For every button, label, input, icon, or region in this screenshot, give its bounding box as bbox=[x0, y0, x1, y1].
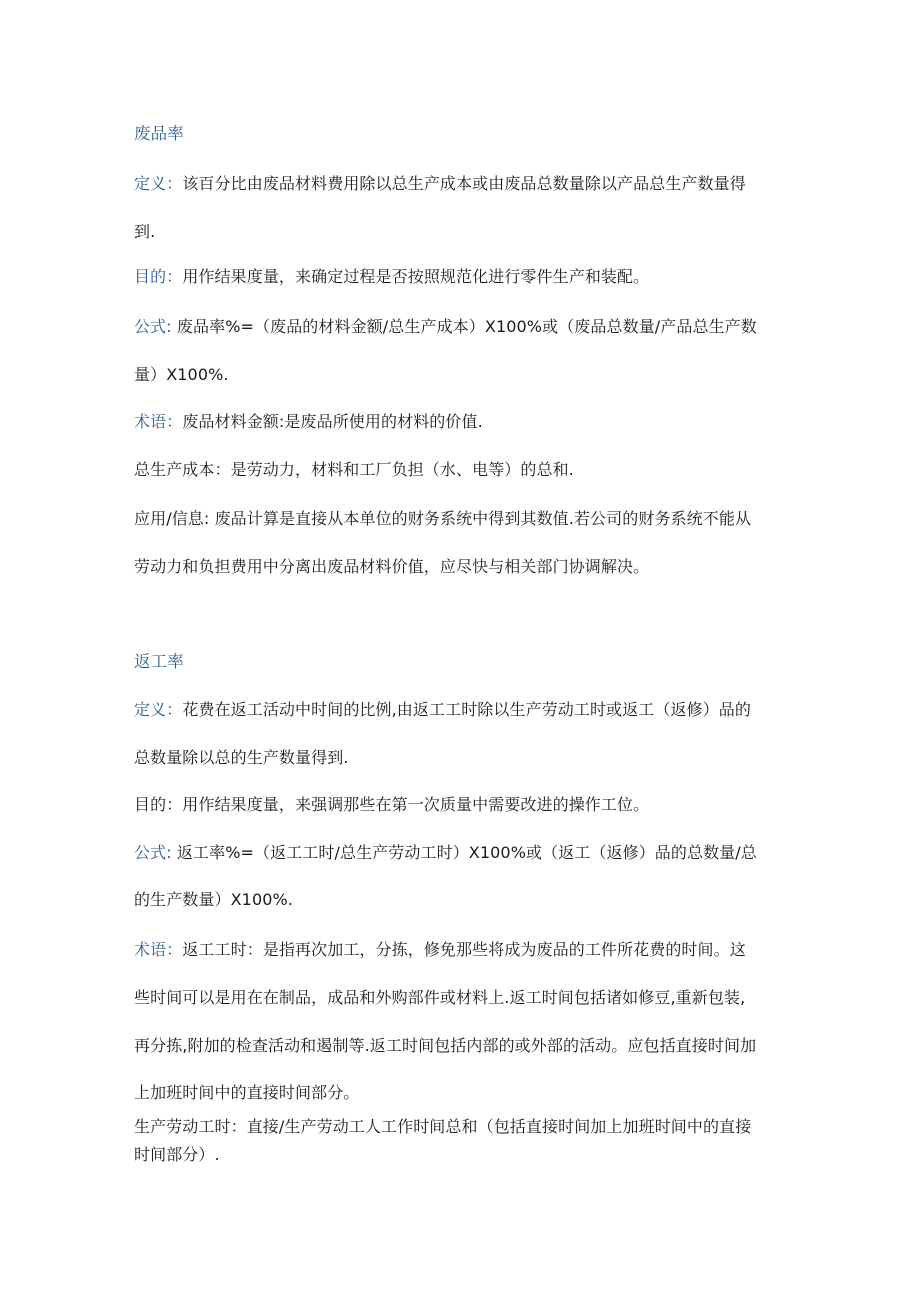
section1-terms-label: 术语： bbox=[134, 412, 183, 431]
section1-purpose-line bbox=[134, 267, 649, 287]
section2-definition-line2: 总数量除以总的生产数量得到. bbox=[134, 748, 349, 767]
section2-formula-label: 公式: bbox=[134, 843, 172, 862]
section2-heading: 返工率 bbox=[134, 652, 184, 671]
section2-labor-line2: 时间部分）. bbox=[134, 1145, 220, 1164]
section1-terms-line1 bbox=[134, 412, 483, 432]
section2-formula-line2: 的生产数量）X100%. bbox=[134, 890, 293, 909]
section2-purpose-line: 目的：用作结果度量，来强调那些在第一次质量中需要改进的操作工位。 bbox=[134, 795, 650, 814]
section2-definition-label: 定义： bbox=[134, 700, 183, 719]
section1-formula-text: 废品率%=（废品的材料金额/总生产成本）X100%或（废品总数量/产品总生产数 bbox=[171, 317, 757, 336]
section1-formula-line1 bbox=[134, 317, 757, 337]
section2-terms-line4: 上加班时间中的直接时间部分。 bbox=[134, 1083, 360, 1102]
section2-terms-line2: 些时间可以是用在在制品，成品和外购部件或材料上.返工时间包括诸如修豆,重新包装, bbox=[134, 988, 746, 1007]
section1-definition-line1 bbox=[134, 174, 746, 194]
section2-terms-line1 bbox=[134, 940, 746, 960]
section1-terms-text: 废品材料金额:是废品所使用的材料的价值. bbox=[182, 412, 483, 431]
section2-terms-text: 返工工时：是指再次加工，分拣，修免那些将成为废品的工件所花费的时间。这 bbox=[182, 940, 746, 959]
section1-purpose-text: 用作结果度量，来确定过程是否按照规范化进行零件生产和装配。 bbox=[182, 267, 650, 286]
section2-formula-text: 返工率%=（返工工时/总生产劳动工时）X100%或（返工（返修）品的总数量/总 bbox=[171, 843, 757, 862]
section1-definition-text: 该百分比由废品材料费用除以总生产成本或由废品总数量除以产品总生产数量得 bbox=[182, 174, 746, 193]
section1-definition-line2: 到. bbox=[134, 222, 156, 241]
section2-definition-text: 花费在返工活动中时间的比例,由返工工时除以生产劳动工时或返工（返修）品的 bbox=[182, 700, 751, 719]
section2-labor-line1: 生产劳动工时：直接/生产劳动工人工作时间总和（包括直接时间加上加班时间中的直接 bbox=[134, 1117, 752, 1136]
section2-terms-line3: 再分拣,附加的检查活动和遏制等.返工时间包括内部的或外部的活动。应包括直接时间加 bbox=[134, 1036, 757, 1055]
section1-terms-line2: 总生产成本：是劳动力，材料和工厂负担（水、电等）的总和. bbox=[134, 460, 574, 479]
section1-application-line2: 劳动力和负担费用中分离出废品材料价值，应尽快与相关部门协调解决。 bbox=[134, 557, 650, 576]
section1-heading: 废品率 bbox=[134, 124, 184, 143]
section2-terms-label: 术语： bbox=[134, 940, 183, 959]
section1-definition-label: 定义： bbox=[134, 174, 183, 193]
section1-purpose-label: 目的： bbox=[134, 267, 183, 286]
section2-definition-line1 bbox=[134, 700, 751, 720]
section1-application-line1: 应用/信息: 废品计算是直接从本单位的财务系统中得到其数值.若公司的财务系统不能从 bbox=[134, 509, 752, 528]
section1-formula-line2: 量）X100%. bbox=[134, 365, 229, 384]
section2-formula-line1 bbox=[134, 843, 757, 863]
section1-formula-label: 公式: bbox=[134, 317, 172, 336]
